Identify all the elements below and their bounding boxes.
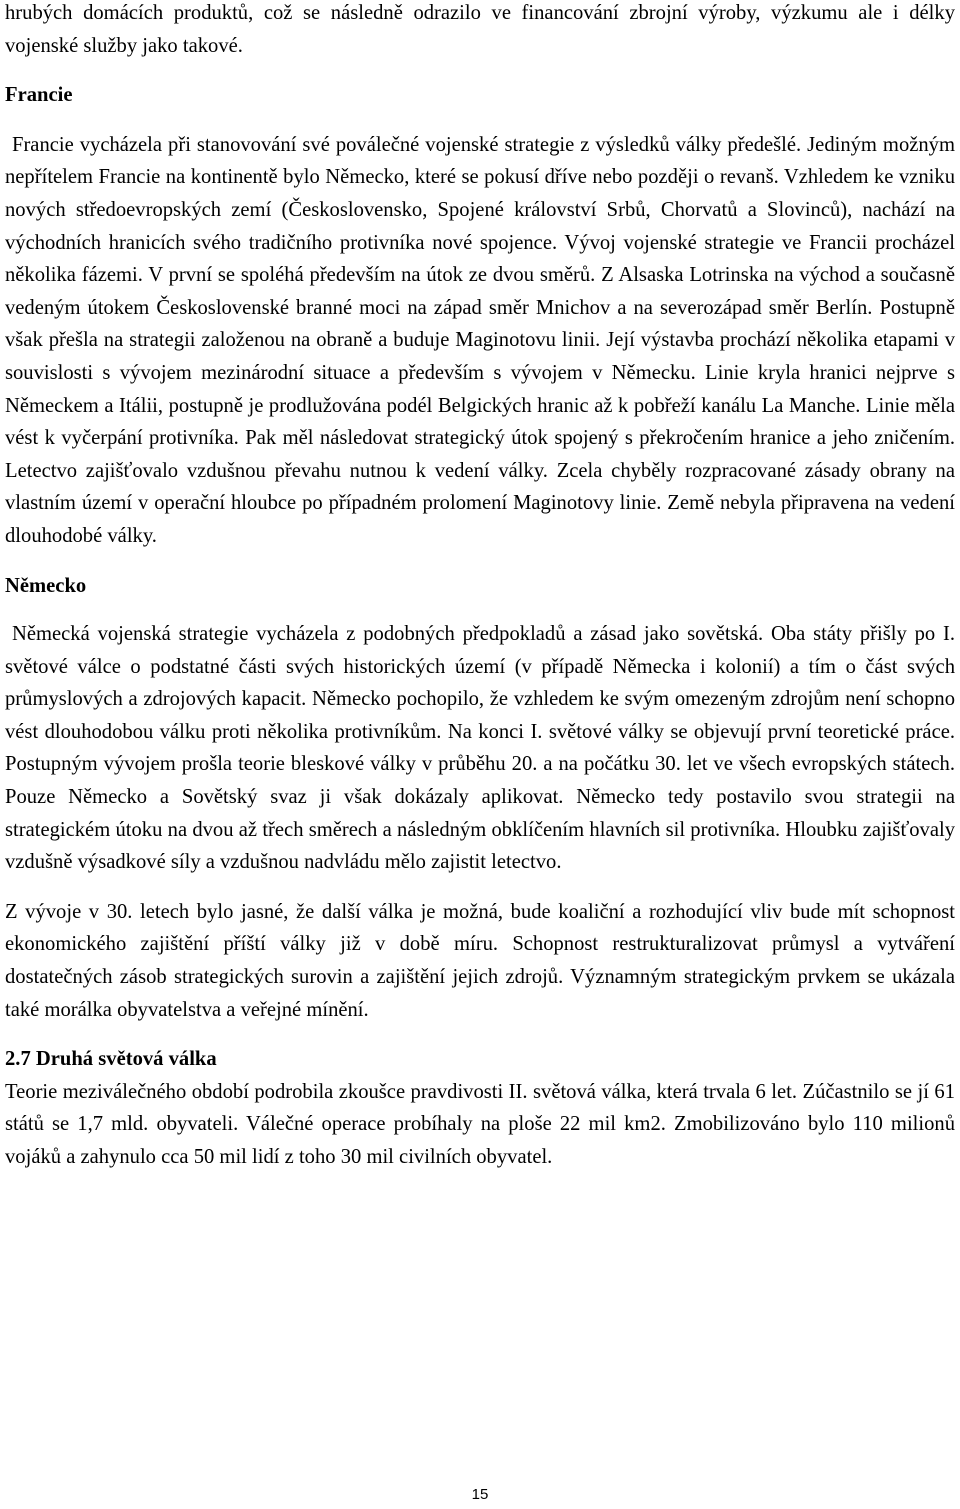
paragraph-francie: Francie vycházela při stanovování své poválečné vojenské strategie z výsledků války předešlé. Jediným možným nepřítelem Francie na kontinentě bylo Německo, které se pokusí dříve nebo později o revanš. Vzhledem ke vzniku nových středoevropských zemí (Československo, Spojené království Srbů, Chorvatů a Slovinců), nachází na východních hranicích svého tradičního protivníka nové spojence. Vývoj vojenské strategie ve Francii procházel několika fázemi. V první se spoléhá především na útok ze dvou směrů. Z Alsaska Lotrinska na východ a současně vedeným útokem Československé branné moci na západ směr Mnichov a na severozápad směr Berlín. Postupně však přešla na strategii založenou na obraně a buduje Maginotovu linii. Její výstavba prochází několika etapami v souvislosti s vývojem mezinárodní situace a především s vývojem v Německu. Linie kryla hranici nejprve s Německem a Itálii, postupně je prodlužována podél Belgických hranic až k pobřeží kanálu La Manche. Linie měla vést k vyčerpání protivníka. Pak měl následovat strategický útok spojený s překročením hranice a jeho zničením. Letectvo zajišťovalo vzdušnou převahu nutnou k vedení války. Zcela chyběly rozpracované zásady obrany na vlastním území v operační hloubce po případném prolomení Maginotovy linie. Země nebyla připravena na vedení dlouhodobé války. [5,133,955,547]
page-number: 15 [471,1486,489,1503]
section-heading-francie: Francie [5,84,73,107]
section-heading-ww2: 2.7 Druhá světová válka [5,1048,217,1071]
document-page [5,0,955,1174]
paragraph-nemecko-2: Z vývoje v 30. letech bylo jasné, že další válka je možná, bude koaliční a rozhodující vliv bude mít schopnost ekonomického zajištění příští války již v době míru. Schopnost restrukturalizovat průmysl a vytváření dostatečných zásob strategických surovin a zajištění jejich zdrojů. Významným strategickým prvkem se ukázala také morálka obyvatelstva a veřejné mínění. [5,900,955,1021]
section-heading-nemecko: Německo [5,574,87,597]
paragraph-nemecko-1: Německá vojenská strategie vycházela z podobných předpokladů a zásad jako sovětská. Oba státy přišly po I. světové válce o podstatné části svých historických území (v případě Německa i kolonií) a tím o část svých průmyslových a zdrojových kapacit. Německo pochopilo, že vzhledem ke svým omezeným zdrojům není schopno vést dlouhodobou válku proti několika protivníkům. Na konci I. světové války se objevují první teoretické práce. Postupným vývojem prošla teorie bleskové války v průběhu 20. a na počátku 30. let ve všech evropských státech. Pouze Německo a Sovětský svaz ji však dokázaly aplikovat. Německo tedy postavilo svou strategii na strategickém útoku na dvou až třech směrech a následným obklíčením hlavních sil protivníka. Hloubku zajišťovaly vzdušně výsadkové síly a vzdušnou nadvládu mělo zajistit letectvo. [5,623,955,874]
intro-paragraph-fragment: hrubých domácích produktů, což se následně odrazilo ve financování zbrojní výroby, výzkumu ale i délky vojenské služby jako takové. [5,2,955,57]
paragraph-ww2: Teorie meziválečného období podrobila zkoušce pravdivosti II. světová válka, která trvala 6 let. Zúčastnilo se jí 61 států se 1,7 mld. obyvateli. Válečné operace probíhaly na ploše 22 mil km2. Zmobilizováno bylo 110 milionů vojáků a zahynulo cca 50 mil lidí z toho 30 mil civilních obyvatel. [5,1080,955,1168]
